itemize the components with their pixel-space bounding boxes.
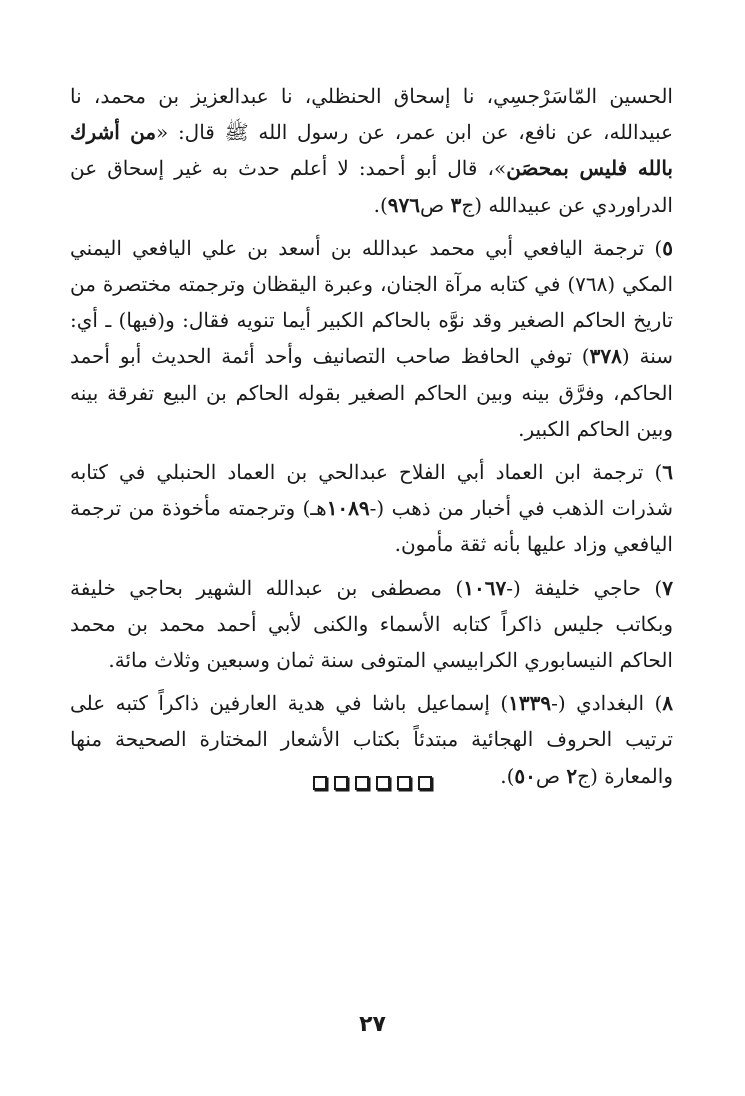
text-run: هـ) وترجمته مأخوذة من ترجمة اليافعي وزاد عليها بأنه ثقة مأمون.: [70, 496, 673, 557]
bold-text-run: ١٠٨٩: [326, 496, 370, 521]
text-run: ص: [420, 192, 451, 217]
text-run: الحسين المّاسَرْجسِي، نا إسحاق الحنظلي، نا عبدالعزيز بن محمد، نا عبيدالله، عن نافع، عن ابن عمر، عن رسول الله ﷺ قال: «: [70, 84, 674, 145]
text-run: ).: [373, 192, 388, 217]
bold-text-run: ٨: [662, 691, 674, 716]
separator-square-icon: [313, 776, 327, 790]
bold-text-run: ٣٧٨: [589, 344, 622, 369]
text-run: ) إسماعيل باشا في هدية العارفين ذاكراً كتبه على ترتيب الحروف الهجائية مبتدئاً بكتاب الأشعار المختارة الصحيحة منها والمعارة (ج: [70, 691, 673, 788]
bold-text-run: ١٣٣٩: [508, 691, 552, 716]
paragraph-note-7-haji-khalifa: [70, 570, 673, 679]
text-run: ص: [535, 763, 567, 788]
text-run: ) حاجي خليفة (-: [506, 575, 663, 600]
bold-text-run: ٧: [662, 575, 673, 600]
separator-square-icon: [376, 776, 390, 790]
paragraph-note-6-ibn-al-imad: [70, 454, 673, 563]
bold-text-run: ٢: [566, 763, 578, 788]
separator-square-icon: [418, 776, 432, 790]
text-run: »، قال أبو أحمد: لا أعلم حدث به غير إسحاق عن الدراوردي عن عبيدالله (ج: [70, 156, 673, 217]
text-run: ) ترجمة اليافعي أبي محمد عبدالله بن أسعد بن علي اليافعي اليمني المكي (٧٦٨) في كتابه مرآة الجنان، وعبرة اليقظان وترجمته مختصرة من تاريخ الحاكم الصغير وقد نوَّه بالحاكم الكبير أيما تنويه فقال: و(فيها) ـ أي: سنة (: [70, 235, 673, 369]
bold-text-run: ٩٧٦: [387, 192, 421, 217]
page-number: ٢٧: [359, 1012, 386, 1037]
text-run: ).: [500, 763, 515, 788]
bold-text-run: ٥٠: [514, 763, 536, 788]
separator-square-icon: [355, 776, 369, 790]
paragraph-hadith-note: [70, 78, 673, 223]
bold-text-run: ١٠٦٧: [463, 575, 507, 600]
separator-square-icon: [397, 776, 411, 790]
paragraph-note-5-yafii: [70, 230, 673, 447]
bold-text-run: ٣: [450, 192, 462, 217]
bold-text-run: من أشرك بالله فليس بمحصَن: [70, 120, 673, 181]
text-run: ) مصطفى بن عبدالله الشهير بحاجي خليفة وبكاتب جليس ذاكراً كتابه الأسماء والكنى لأبي أحمد محمد بن محمد الحاكم النيسابوري الكرابيسي المتوفى سنة ثمان وسبعين وثلاث مائة.: [70, 575, 673, 673]
body-text: [70, 78, 673, 801]
text-run: ) البغدادي (-: [551, 691, 663, 716]
separator-square-icon: [334, 776, 348, 790]
bold-text-run: ٥: [662, 235, 673, 260]
text-run: ) ترجمة ابن العماد أبي الفلاح عبدالحي بن العماد الحنبلي في كتابه شذرات الذهب في أخبار من ذهب (-: [70, 460, 673, 521]
bold-text-run: ٦: [662, 460, 673, 485]
text-run: ) توفي الحافظ صاحب التصانيف وأحد أئمة الحديث أبو أحمد الحاكم، وفرَّق بينه وبين الحاكم الصغير بقوله الحاكم بن البيع تفرقة بينه وبين الحاكم الكبير.: [70, 344, 673, 441]
section-separator: [0, 776, 745, 790]
